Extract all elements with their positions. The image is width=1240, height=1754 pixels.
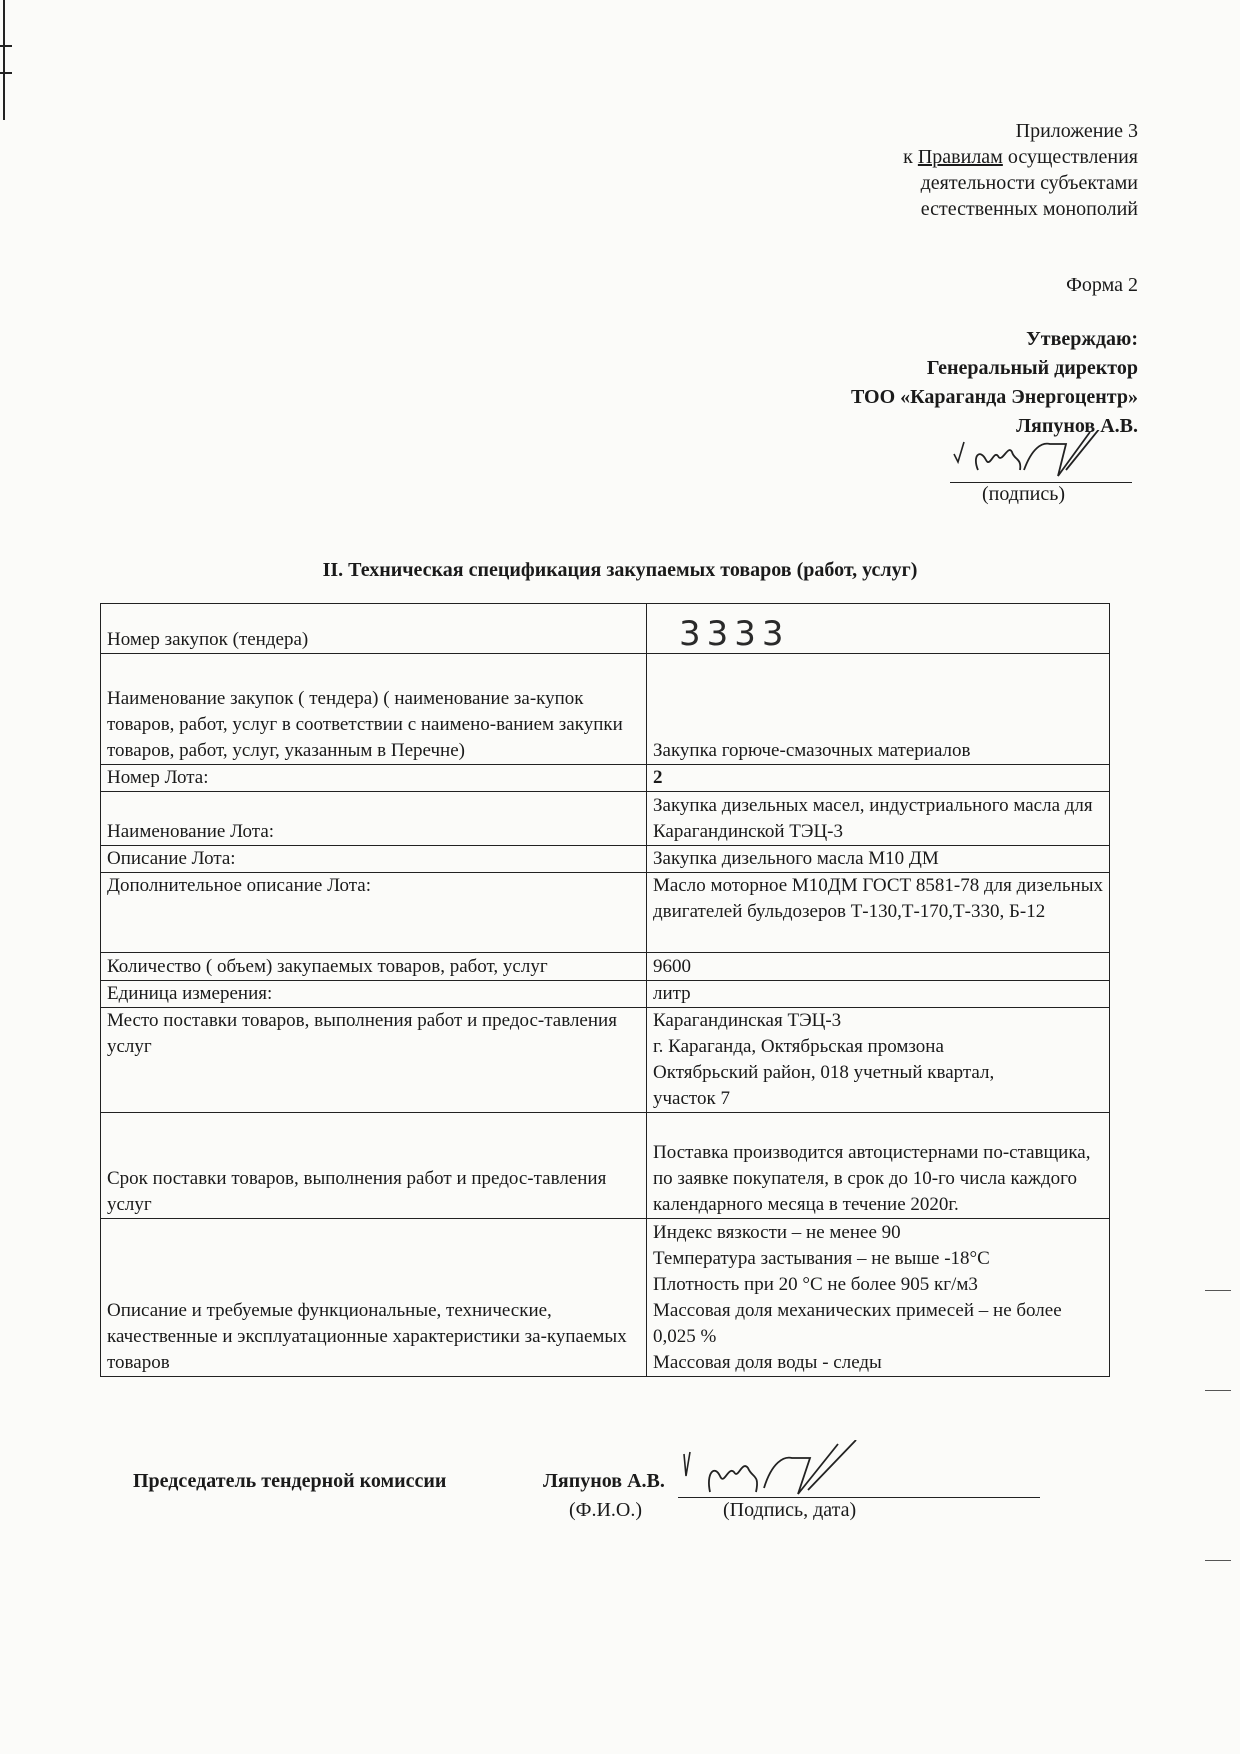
- appendix-header: [903, 118, 1138, 222]
- appendix-line: [903, 144, 1138, 170]
- scan-edge-mark: [0, 72, 12, 74]
- table-row: [101, 953, 1110, 981]
- scan-edge-mark: [1205, 1390, 1231, 1391]
- fio-caption: (Ф.И.О.): [569, 1499, 643, 1521]
- approval-line: Утверждаю:: [1026, 328, 1138, 350]
- scan-edge-mark: [1205, 1290, 1231, 1291]
- quantity-value: 9600: [647, 953, 1110, 981]
- chairman-signature-line: [678, 1497, 1040, 1498]
- appendix-suffix: осуществления: [1002, 146, 1138, 168]
- appendix-line: естественных монополий: [920, 198, 1138, 220]
- tender-name-value: Закупка горюче-смазочных материалов: [647, 654, 1110, 765]
- appendix-line: Приложение 3: [1015, 120, 1138, 142]
- delivery-place-label: Место поставки товаров, выполнения работ и предос-тавления услуг: [101, 1008, 647, 1113]
- appendix-prefix: к: [903, 146, 918, 168]
- quantity-label: Количество ( объем) закупаемых товаров, работ, услуг: [101, 953, 647, 981]
- table-row: [101, 981, 1110, 1008]
- lot-number-label: Номер Лота:: [101, 765, 647, 792]
- table-row: [101, 873, 1110, 953]
- approval-signature-block: [950, 430, 1132, 510]
- sign-date-caption: (Подпись, дата): [723, 1499, 857, 1521]
- requirement-line: Плотность при 20 °С не более 905 кг/м3: [653, 1274, 978, 1295]
- scan-edge-mark: [0, 45, 12, 47]
- tender-name-label: Наименование закупок ( тендера) ( наименование за-купок товаров, работ, услуг в соответствии с наимено-ванием закупки товаров, работ, услуг, указанным в Перечне): [101, 654, 647, 765]
- chairman-title: Председатель тендерной комиссии: [133, 1470, 447, 1492]
- tender-number-value: [647, 604, 1110, 654]
- table-row: [101, 792, 1110, 846]
- lot-description-value: Закупка дизельного масла М10 ДМ: [647, 846, 1110, 873]
- rules-link: Правилам: [917, 146, 1003, 168]
- delivery-term-label: Срок поставки товаров, выполнения работ и предос-тавления услуг: [101, 1113, 647, 1219]
- approval-line: Генеральный директор: [926, 357, 1138, 379]
- scan-edge-mark: [3, 0, 5, 120]
- delivery-term-value: Поставка производится автоцистернами по-ставщика, по заявке покупателя, в срок до 10-го числа каждого календарного месяца в течение 2020г.: [647, 1113, 1110, 1219]
- table-row: [101, 1113, 1110, 1219]
- requirement-line: Индекс вязкости – не менее 90: [653, 1222, 901, 1243]
- handwritten-tender-number: 3333: [679, 614, 790, 654]
- chairman-name: Ляпунов А.В.: [543, 1470, 665, 1492]
- lot-number-value: 2: [647, 765, 1110, 792]
- requirement-line: Массовая доля воды - следы: [653, 1352, 882, 1373]
- unit-value: литр: [647, 981, 1110, 1008]
- table-row: [101, 654, 1110, 765]
- requirements-label: Описание и требуемые функциональные, технические, качественные и эксплуатационные характеристики за-купаемых товаров: [101, 1219, 647, 1377]
- table-row: [101, 846, 1110, 873]
- delivery-place-line: Октябрьский район, 018 учетный квартал,: [653, 1062, 995, 1083]
- delivery-place-line: г. Караганда, Октябрьская промзона: [653, 1036, 944, 1057]
- section-title: II. Техническая спецификация закупаемых товаров (работ, услуг): [322, 559, 918, 581]
- lot-name-value: Закупка дизельных масел, индустриального масла для Карагандинской ТЭЦ-3: [647, 792, 1110, 846]
- lot-description-label: Описание Лота:: [101, 846, 647, 873]
- tender-number-label: Номер закупок (тендера): [101, 604, 647, 654]
- delivery-place-line: Карагандинская ТЭЦ-3: [653, 1010, 842, 1031]
- table-row: [101, 765, 1110, 792]
- chairman-signature: [680, 1440, 880, 1498]
- requirement-line: Массовая доля механических примесей – не более 0,025 %: [653, 1300, 1062, 1347]
- approval-line: Ляпунов А.В.: [1016, 415, 1138, 437]
- requirements-value: [647, 1219, 1110, 1377]
- signature-caption: (подпись): [982, 483, 1066, 505]
- lot-extra-description-value: Масло моторное М10ДМ ГОСТ 8581-78 для дизельных двигателей бульдозеров Т-130,Т-170,Т-330, Б-12: [647, 873, 1110, 953]
- table-row: [101, 604, 1110, 654]
- lot-name-label: Наименование Лота:: [101, 792, 647, 846]
- delivery-place-line: участок 7: [653, 1088, 730, 1109]
- scan-edge-mark: [1205, 1560, 1231, 1561]
- approval-line: ТОО «Караганда Энергоцентр»: [850, 386, 1138, 408]
- specification-table: [100, 603, 1110, 1377]
- form-number: Форма 2: [1066, 274, 1138, 296]
- handwritten-signature: [950, 430, 1132, 486]
- delivery-place-value: [647, 1008, 1110, 1113]
- unit-label: Единица измерения:: [101, 981, 647, 1008]
- table-row: [101, 1219, 1110, 1377]
- table-row: [101, 1008, 1110, 1113]
- lot-extra-description-label: Дополнительное описание Лота:: [101, 873, 647, 953]
- requirement-line: Температура застывания – не выше -18°С: [653, 1248, 990, 1269]
- appendix-line: деятельности субъектами: [920, 172, 1138, 194]
- approval-block: [851, 325, 1138, 441]
